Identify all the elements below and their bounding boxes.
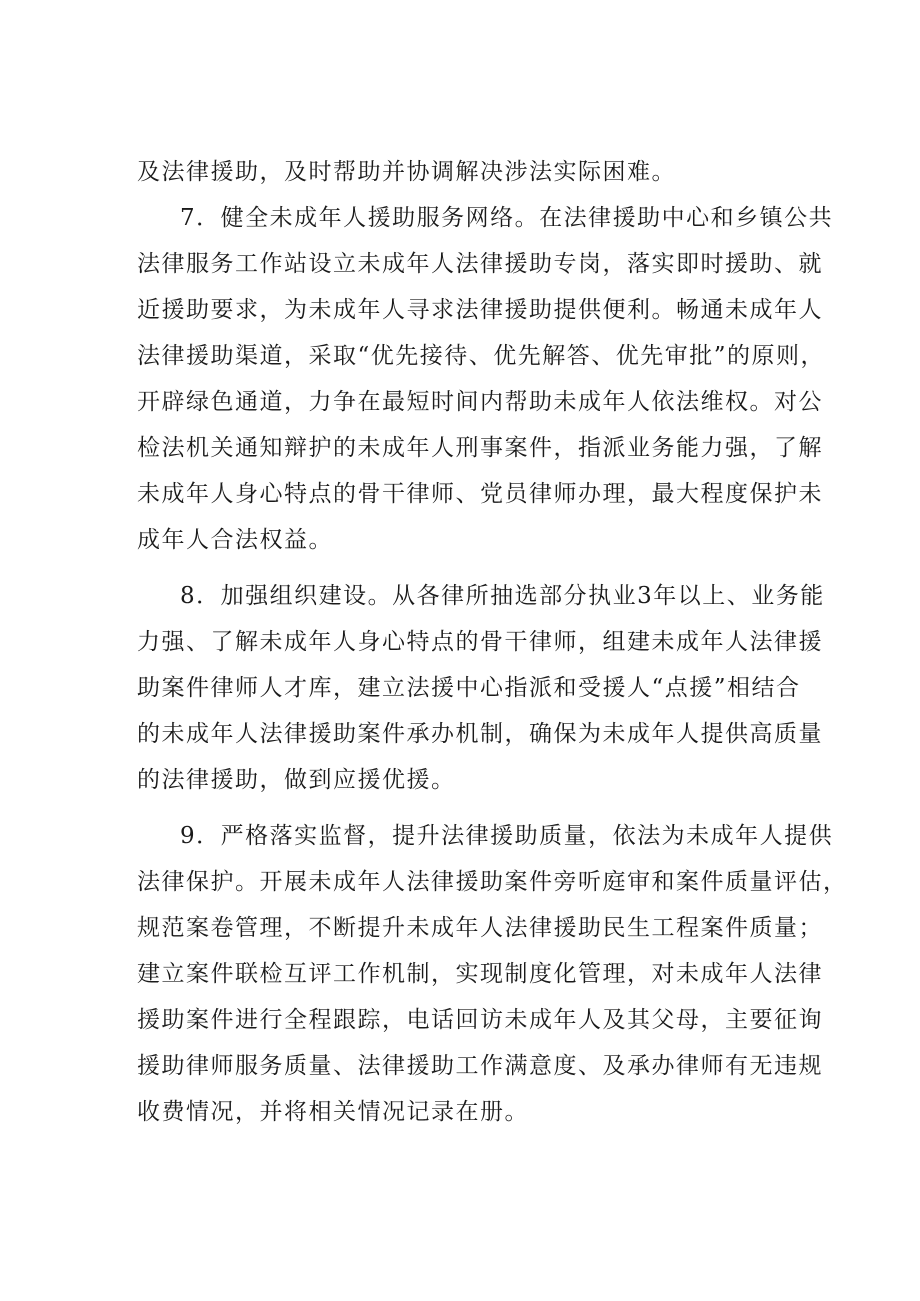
text-line: 未成年人身心特点的骨干律师、党员律师办理，最大程度保护未 [137,481,823,507]
text-line: 法律援助渠道，采取“优先接待、优先解答、优先审批”的原则， [137,343,826,369]
text-line: 援助案件进行全程跟踪，电话回访未成年人及其父母，主要征询 [137,1007,823,1033]
text-line: 7．健全未成年人援助服务网络。在法律援助中心和乡镇公共 [180,205,834,231]
text-line: 8．加强组织建设。从各律所抽选部分执业3年以上、业务能 [180,583,825,609]
text-line: 检法机关通知辩护的未成年人刑事案件，指派业务能力强，了解 [137,435,823,461]
text-line: 的法律援助，做到应援优援。 [137,767,456,793]
text-line: 成年人合法权益。 [137,527,333,553]
text-line: 援助律师服务质量、法律援助工作满意度、及承办律师有无违规 [137,1053,823,1079]
text-line: 的未成年人法律援助案件承办机制，确保为未成年人提供高质量 [137,721,823,747]
text-line: 9．严格落实监督，提升法律援助质量，依法为未成年人提供 [180,823,834,849]
text-line: 法律保护。开展未成年人法律援助案件旁听庭审和案件质量评估， [137,869,848,895]
text-line: 收费情况，并将相关情况记录在册。 [137,1099,529,1125]
text-line: 规范案卷管理，不断提升未成年人法律援助民生工程案件质量； [137,915,823,941]
text-line: 力强、了解未成年人身心特点的骨干律师，组建未成年人法律援 [137,629,823,655]
text-line: 近援助要求，为未成年人寻求法律援助提供便利。畅通未成年人 [137,297,823,323]
text-line: 法律服务工作站设立未成年人法律援助专岗，落实即时援助、就 [137,251,823,277]
text-line: 开辟绿色通道，力争在最短时间内帮助未成年人依法维权。对公 [137,389,823,415]
text-line: 建立案件联检互评工作机制，实现制度化管理，对未成年人法律 [137,961,823,987]
text-line: 助案件律师人才库，建立法援中心指派和受援人“点援”相结合 [137,675,801,701]
text-line: 及法律援助，及时帮助并协调解决涉法实际困难。 [137,159,676,185]
